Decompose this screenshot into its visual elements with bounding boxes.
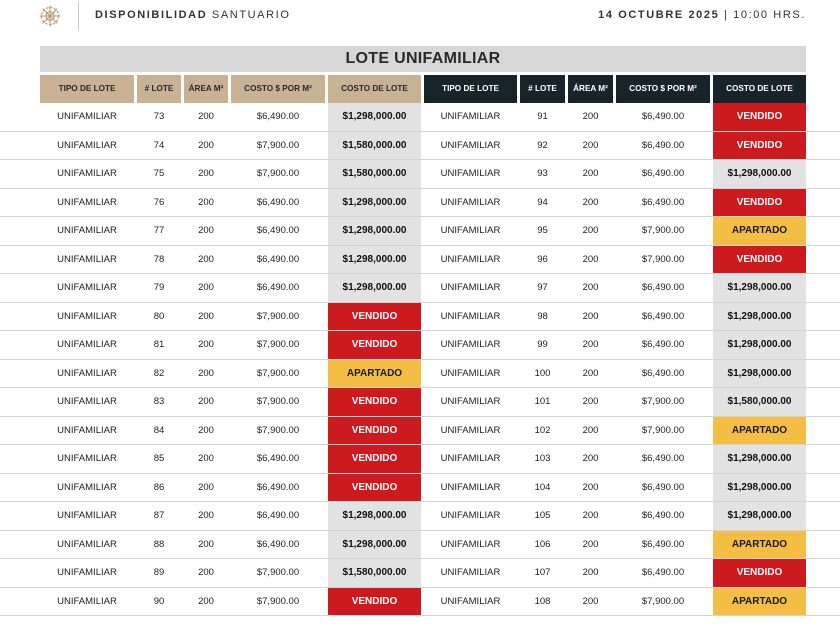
cell-left-costo: $1,580,000.00	[328, 132, 421, 160]
cell-left-m2: $6,490.00	[256, 510, 300, 522]
cell-right-lote: 92	[537, 139, 548, 151]
cell-right-m2: $7,900.00	[641, 253, 685, 265]
cell-right-tipo: UNIFAMILIAR	[440, 139, 501, 151]
column-header-left-3: ÁREA M²	[184, 75, 228, 103]
cell-left-costo: $1,298,000.00	[328, 103, 421, 131]
cell-left-m2: $6,490.00	[256, 453, 300, 465]
cell-left-costo: VENDIDO	[328, 331, 421, 359]
cell-left-tipo: UNIFAMILIAR	[57, 282, 117, 294]
cell-left-lote: 78	[153, 253, 165, 265]
table-row	[0, 417, 840, 446]
cell-left-area: 200	[198, 396, 214, 408]
cell-right-tipo: UNIFAMILIAR	[440, 595, 501, 607]
cell-right-m2: $6,490.00	[641, 510, 685, 522]
cell-left-area: 200	[198, 367, 214, 379]
cell-left-costo: VENDIDO	[328, 388, 421, 416]
cell-left-m2: $7,900.00	[256, 396, 300, 408]
cell-right-area: 200	[582, 111, 599, 123]
column-header-left-2: # LOTE	[137, 75, 181, 103]
cell-right-costo: VENDIDO	[713, 132, 806, 160]
cell-right-area: 200	[582, 453, 599, 465]
cell-right-lote: 105	[534, 510, 551, 522]
cell-right-costo: $1,298,000.00	[713, 474, 806, 502]
cell-left-costo: $1,580,000.00	[328, 160, 421, 188]
cell-right-area: 200	[582, 367, 599, 379]
cell-right-m2: $6,490.00	[641, 453, 685, 465]
cell-right-costo: $1,298,000.00	[713, 331, 806, 359]
cell-right-area: 200	[582, 139, 599, 151]
cell-left-area: 200	[198, 538, 214, 550]
cell-left-lote: 89	[153, 567, 165, 579]
cell-left-tipo: UNIFAMILIAR	[57, 111, 117, 123]
table-row	[0, 388, 840, 417]
time-label: 10:00 HRS.	[733, 9, 806, 21]
cell-right-tipo: UNIFAMILIAR	[440, 367, 501, 379]
cell-left-lote: 79	[153, 282, 165, 294]
table-row	[0, 559, 840, 588]
cell-left-area: 200	[198, 424, 214, 436]
top-bar	[0, 0, 840, 32]
cell-left-costo: VENDIDO	[328, 303, 421, 331]
cell-left-lote: 81	[153, 339, 165, 351]
cell-left-area: 200	[198, 225, 214, 237]
table-row	[0, 132, 840, 161]
cell-right-tipo: UNIFAMILIAR	[440, 111, 501, 123]
cell-right-costo: $1,298,000.00	[713, 274, 806, 302]
cell-left-lote: 75	[153, 168, 165, 180]
date-label: 14 OCTUBRE 2025	[598, 9, 720, 21]
date-time	[598, 9, 806, 21]
cell-left-tipo: UNIFAMILIAR	[57, 567, 117, 579]
cell-right-costo: APARTADO	[713, 531, 806, 559]
cell-left-m2: $7,900.00	[256, 424, 300, 436]
cell-right-tipo: UNIFAMILIAR	[440, 538, 501, 550]
cell-left-tipo: UNIFAMILIAR	[57, 367, 117, 379]
cell-left-area: 200	[198, 339, 214, 351]
cell-right-area: 200	[582, 396, 599, 408]
cell-right-m2: $7,900.00	[641, 225, 685, 237]
column-header-left-4: COSTO $ POR M²	[231, 75, 325, 103]
cell-left-area: 200	[198, 567, 214, 579]
cell-left-tipo: UNIFAMILIAR	[57, 196, 117, 208]
cell-right-m2: $6,490.00	[641, 339, 685, 351]
cell-right-tipo: UNIFAMILIAR	[440, 424, 501, 436]
cell-right-area: 200	[582, 481, 599, 493]
column-header-left-1: TIPO DE LOTE	[40, 75, 134, 103]
cell-left-tipo: UNIFAMILIAR	[57, 538, 117, 550]
cell-left-lote: 83	[153, 396, 165, 408]
cell-right-tipo: UNIFAMILIAR	[440, 481, 501, 493]
cell-left-tipo: UNIFAMILIAR	[57, 453, 117, 465]
cell-left-area: 200	[198, 481, 214, 493]
cell-right-costo: $1,298,000.00	[713, 445, 806, 473]
table-row	[0, 303, 840, 332]
cell-right-area: 200	[582, 339, 599, 351]
cell-left-area: 200	[198, 139, 214, 151]
cell-left-tipo: UNIFAMILIAR	[57, 139, 117, 151]
cell-left-lote: 77	[153, 225, 165, 237]
cell-left-m2: $7,900.00	[256, 139, 300, 151]
cell-left-tipo: UNIFAMILIAR	[57, 424, 117, 436]
cell-right-costo: APARTADO	[713, 217, 806, 245]
cell-left-costo: VENDIDO	[328, 445, 421, 473]
table-row	[0, 217, 840, 246]
table-row	[0, 274, 840, 303]
cell-right-tipo: UNIFAMILIAR	[440, 168, 501, 180]
cell-right-costo: $1,298,000.00	[713, 303, 806, 331]
title-bold: DISPONIBILIDAD	[95, 9, 208, 21]
cell-left-lote: 87	[153, 510, 165, 522]
cell-right-m2: $6,490.00	[641, 282, 685, 294]
cell-left-tipo: UNIFAMILIAR	[57, 339, 117, 351]
column-header-right-1: TIPO DE LOTE	[424, 75, 517, 103]
cell-right-area: 200	[582, 567, 599, 579]
cell-left-lote: 73	[153, 111, 165, 123]
date-separator: |	[724, 9, 729, 21]
cell-right-m2: $6,490.00	[641, 111, 685, 123]
table-row	[0, 502, 840, 531]
cell-right-costo: VENDIDO	[713, 246, 806, 274]
cell-right-tipo: UNIFAMILIAR	[440, 453, 501, 465]
cell-right-m2: $6,490.00	[641, 139, 685, 151]
cell-left-area: 200	[198, 196, 214, 208]
cell-left-m2: $7,900.00	[256, 339, 300, 351]
cell-left-costo: $1,298,000.00	[328, 502, 421, 530]
cell-left-lote: 90	[153, 595, 165, 607]
cell-right-tipo: UNIFAMILIAR	[440, 282, 501, 294]
cell-right-area: 200	[582, 595, 599, 607]
cell-left-costo: $1,580,000.00	[328, 559, 421, 587]
cell-right-lote: 106	[534, 538, 551, 550]
cell-right-costo: VENDIDO	[713, 103, 806, 131]
cell-right-area: 200	[582, 253, 599, 265]
cell-right-costo: VENDIDO	[713, 189, 806, 217]
cell-right-m2: $6,490.00	[641, 168, 685, 180]
table-row	[0, 160, 840, 189]
cell-left-costo: $1,298,000.00	[328, 217, 421, 245]
cell-left-m2: $6,490.00	[256, 111, 300, 123]
cell-right-m2: $6,490.00	[641, 481, 685, 493]
cell-left-m2: $6,490.00	[256, 481, 300, 493]
cell-right-lote: 103	[534, 453, 551, 465]
cell-right-lote: 101	[534, 396, 551, 408]
cell-left-tipo: UNIFAMILIAR	[57, 253, 117, 265]
cell-left-area: 200	[198, 282, 214, 294]
cell-right-area: 200	[582, 196, 599, 208]
column-header-left-5: COSTO DE LOTE	[328, 75, 421, 103]
cell-left-tipo: UNIFAMILIAR	[57, 168, 117, 180]
title-light: SANTUARIO	[211, 9, 291, 21]
cell-left-lote: 86	[153, 481, 165, 493]
table-row	[0, 103, 840, 132]
cell-right-m2: $6,490.00	[641, 310, 685, 322]
cell-right-costo: $1,298,000.00	[713, 502, 806, 530]
cell-right-lote: 108	[534, 595, 551, 607]
cell-right-costo: $1,298,000.00	[713, 360, 806, 388]
cell-left-m2: $6,490.00	[256, 225, 300, 237]
cell-right-tipo: UNIFAMILIAR	[440, 396, 501, 408]
cell-left-costo: VENDIDO	[328, 474, 421, 502]
cell-right-lote: 102	[534, 424, 551, 436]
cell-right-lote: 91	[537, 111, 548, 123]
cell-left-tipo: UNIFAMILIAR	[57, 225, 117, 237]
cell-right-tipo: UNIFAMILIAR	[440, 253, 501, 265]
cell-left-tipo: UNIFAMILIAR	[57, 595, 117, 607]
cell-left-m2: $6,490.00	[256, 282, 300, 294]
column-header-right-2: # LOTE	[520, 75, 565, 103]
cell-right-area: 200	[582, 510, 599, 522]
cell-left-tipo: UNIFAMILIAR	[57, 310, 117, 322]
cell-right-area: 200	[582, 282, 599, 294]
cell-left-tipo: UNIFAMILIAR	[57, 481, 117, 493]
cell-left-m2: $7,900.00	[256, 310, 300, 322]
cell-right-lote: 98	[537, 310, 548, 322]
cell-left-costo: $1,298,000.00	[328, 531, 421, 559]
santuario-logo-icon	[38, 4, 62, 28]
cell-left-m2: $7,900.00	[256, 367, 300, 379]
cell-left-tipo: UNIFAMILIAR	[57, 396, 117, 408]
cell-left-m2: $6,490.00	[256, 538, 300, 550]
cell-left-m2: $7,900.00	[256, 168, 300, 180]
cell-right-lote: 107	[534, 567, 551, 579]
cell-right-tipo: UNIFAMILIAR	[440, 510, 501, 522]
cell-right-area: 200	[582, 168, 599, 180]
cell-right-lote: 100	[534, 367, 551, 379]
column-header-right-5: COSTO DE LOTE	[713, 75, 806, 103]
cell-right-m2: $7,900.00	[641, 595, 685, 607]
cell-left-costo: $1,298,000.00	[328, 246, 421, 274]
cell-right-area: 200	[582, 424, 599, 436]
cell-left-area: 200	[198, 168, 214, 180]
table-row	[0, 445, 840, 474]
cell-left-costo: $1,298,000.00	[328, 189, 421, 217]
cell-right-m2: $6,490.00	[641, 196, 685, 208]
table-row	[0, 189, 840, 218]
page-title	[95, 9, 290, 21]
cell-left-costo: VENDIDO	[328, 588, 421, 616]
header-divider	[78, 2, 79, 30]
cell-right-tipo: UNIFAMILIAR	[440, 196, 501, 208]
table-row	[0, 474, 840, 503]
cell-right-costo: $1,298,000.00	[713, 160, 806, 188]
cell-right-costo: VENDIDO	[713, 559, 806, 587]
cell-left-tipo: UNIFAMILIAR	[57, 510, 117, 522]
cell-right-lote: 99	[537, 339, 548, 351]
cell-left-lote: 74	[153, 139, 165, 151]
cell-right-tipo: UNIFAMILIAR	[440, 339, 501, 351]
cell-right-m2: $6,490.00	[641, 567, 685, 579]
cell-left-m2: $6,490.00	[256, 253, 300, 265]
cell-left-area: 200	[198, 310, 214, 322]
column-header-right-3: ÁREA M²	[568, 75, 613, 103]
cell-right-m2: $7,900.00	[641, 396, 685, 408]
table-row	[0, 331, 840, 360]
cell-right-tipo: UNIFAMILIAR	[440, 567, 501, 579]
cell-right-area: 200	[582, 225, 599, 237]
cell-left-area: 200	[198, 111, 214, 123]
cell-left-m2: $7,900.00	[256, 595, 300, 607]
table-row	[0, 588, 840, 617]
cell-right-costo: APARTADO	[713, 588, 806, 616]
cell-left-m2: $6,490.00	[256, 196, 300, 208]
table-row	[0, 531, 840, 560]
cell-left-lote: 76	[153, 196, 165, 208]
cell-left-lote: 80	[153, 310, 165, 322]
cell-left-area: 200	[198, 595, 214, 607]
cell-left-lote: 82	[153, 367, 165, 379]
cell-right-lote: 97	[537, 282, 548, 294]
cell-right-tipo: UNIFAMILIAR	[440, 310, 501, 322]
cell-right-lote: 96	[537, 253, 548, 265]
cell-right-m2: $7,900.00	[641, 424, 685, 436]
cell-right-lote: 94	[537, 196, 548, 208]
cell-right-lote: 93	[537, 168, 548, 180]
cell-right-area: 200	[582, 538, 599, 550]
column-header-right-4: COSTO $ POR M²	[616, 75, 710, 103]
cell-right-lote: 104	[534, 481, 551, 493]
cell-left-m2: $7,900.00	[256, 567, 300, 579]
cell-left-area: 200	[198, 453, 214, 465]
table-row	[0, 246, 840, 275]
cell-right-costo: $1,580,000.00	[713, 388, 806, 416]
cell-left-area: 200	[198, 510, 214, 522]
cell-right-lote: 95	[537, 225, 548, 237]
table-row	[0, 360, 840, 389]
cell-left-costo: VENDIDO	[328, 417, 421, 445]
cell-right-costo: APARTADO	[713, 417, 806, 445]
cell-left-lote: 88	[153, 538, 165, 550]
cell-right-m2: $6,490.00	[641, 367, 685, 379]
cell-right-tipo: UNIFAMILIAR	[440, 225, 501, 237]
table-title: LOTE UNIFAMILIAR	[40, 46, 806, 72]
cell-left-lote: 85	[153, 453, 165, 465]
cell-left-area: 200	[198, 253, 214, 265]
cell-right-area: 200	[582, 310, 599, 322]
cell-right-m2: $6,490.00	[641, 538, 685, 550]
cell-left-lote: 84	[153, 424, 165, 436]
cell-left-costo: $1,298,000.00	[328, 274, 421, 302]
cell-left-costo: APARTADO	[328, 360, 421, 388]
